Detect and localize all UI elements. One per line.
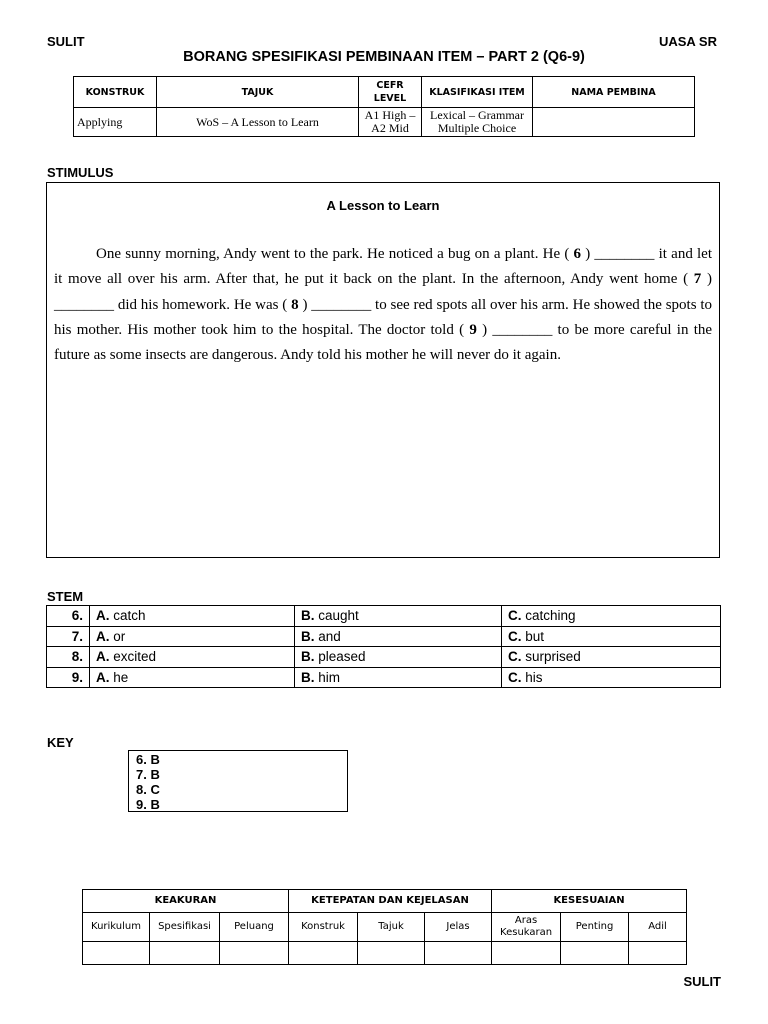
stem-row <box>47 626 721 647</box>
value-klasifikasi-item: Lexical – Grammar Multiple Choice <box>422 108 533 137</box>
option-letter: A. <box>96 608 110 624</box>
option-text: but <box>525 628 545 644</box>
column-jelas: Jelas <box>425 913 492 942</box>
header-cefr-level: CEFR LEVEL <box>359 77 422 108</box>
document-title: BORANG SPESIFIKASI PEMBINAAN ITEM – PART 2 (Q6-9) <box>183 49 585 65</box>
evaluation-empty-row <box>83 942 687 965</box>
option-text: catching <box>525 608 576 624</box>
stem-row <box>47 647 721 668</box>
stem-options-table <box>46 605 721 688</box>
option-text: and <box>318 628 341 644</box>
option-text: caught <box>318 608 359 624</box>
eval-cell[interactable] <box>629 942 687 965</box>
option-letter: C. <box>508 669 522 685</box>
option-c <box>502 606 721 627</box>
option-b <box>295 626 502 647</box>
header-left-label: SULIT <box>47 34 85 49</box>
option-letter: B. <box>301 649 315 665</box>
blank-number-9: 9 <box>469 321 477 338</box>
header-konstruk: KONSTRUK <box>74 77 157 108</box>
item-spec-header-row <box>74 77 695 108</box>
column-spesifikasi: Spesifikasi <box>150 913 220 942</box>
option-text: he <box>113 669 129 685</box>
answer-key-box <box>128 750 348 812</box>
evaluation-group-row <box>83 890 687 913</box>
option-text: his <box>525 669 543 685</box>
stem-row <box>47 606 721 627</box>
group-ketepatan-dan-kejelasan: KETEPATAN DAN KEJELASAN <box>289 890 492 913</box>
option-letter: A. <box>96 649 110 665</box>
option-text: him <box>318 669 341 685</box>
question-number: 7. <box>47 626 90 647</box>
blank-number-6: 6 <box>573 246 582 262</box>
eval-cell[interactable] <box>150 942 220 965</box>
option-letter: A. <box>96 628 110 644</box>
question-number: 6. <box>47 606 90 627</box>
option-letter: B. <box>301 669 315 685</box>
eval-cell[interactable] <box>561 942 629 965</box>
option-text: catch <box>113 608 146 624</box>
question-number: 8. <box>47 647 90 668</box>
option-c <box>502 647 721 668</box>
answer-key-line: 6. B <box>136 752 160 767</box>
option-a <box>90 606 295 627</box>
option-text: excited <box>113 649 157 665</box>
option-letter: C. <box>508 608 522 624</box>
key-section-label: KEY <box>47 735 74 750</box>
option-c <box>502 626 721 647</box>
group-keakuran: KEAKURAN <box>83 890 289 913</box>
column-kurikulum: Kurikulum <box>83 913 150 942</box>
question-number: 9. <box>47 667 90 688</box>
option-letter: A. <box>96 669 110 685</box>
eval-cell[interactable] <box>220 942 289 965</box>
stimulus-box <box>46 182 720 558</box>
option-letter: B. <box>301 608 315 624</box>
value-tajuk: WoS – A Lesson to Learn <box>157 108 359 137</box>
stimulus-passage <box>54 242 712 368</box>
option-text: surprised <box>525 649 581 665</box>
stem-row <box>47 667 721 688</box>
eval-cell[interactable] <box>425 942 492 965</box>
passage-segment: ) ________ did his homework. He was ( <box>54 271 713 313</box>
option-b <box>295 606 502 627</box>
option-a <box>90 647 295 668</box>
passage-segment: ) ________ it and let it move all over his arm. After that, he put it back on the plant. In the afternoon, Andy went home ( <box>54 246 713 288</box>
blank-number-8: 8 <box>291 296 299 313</box>
column-peluang: Peluang <box>220 913 289 942</box>
header-right-label: UASA SR <box>658 34 717 49</box>
evaluation-column-row <box>83 913 687 942</box>
option-letter: C. <box>508 649 522 665</box>
item-spec-value-row <box>74 108 695 137</box>
column-adil: Adil <box>629 913 687 942</box>
stem-section-label: STEM <box>47 589 84 604</box>
column-tajuk: Tajuk <box>358 913 425 942</box>
option-c <box>502 667 721 688</box>
column-aras-kesukaran: Aras Kesukaran <box>492 913 561 942</box>
value-nama-pembina <box>533 108 695 137</box>
group-kesesuaian: KESESUAIAN <box>492 890 687 913</box>
option-text: or <box>113 628 126 644</box>
stimulus-section-label: STIMULUS <box>47 165 114 180</box>
footer-label: SULIT <box>683 974 721 989</box>
option-a <box>90 667 295 688</box>
blank-number-7: 7 <box>693 271 702 288</box>
eval-cell[interactable] <box>358 942 425 965</box>
option-letter: B. <box>301 628 315 644</box>
column-penting: Penting <box>561 913 629 942</box>
header-nama-pembina: NAMA PEMBINA <box>533 77 695 108</box>
eval-cell[interactable] <box>289 942 358 965</box>
header-klasifikasi-item: KLASIFIKASI ITEM <box>422 77 533 108</box>
option-letter: C. <box>508 628 522 644</box>
eval-cell[interactable] <box>83 942 150 965</box>
value-cefr-level: A1 High – A2 Mid <box>359 108 422 137</box>
header-tajuk: TAJUK <box>157 77 359 108</box>
answer-key-line: 8. C <box>136 782 160 797</box>
answer-key-line: 7. B <box>136 767 160 782</box>
passage-segment: ) ________ to be more careful in the future as some insects are dangerous. Andy told his mother he will never do it again. <box>54 321 713 364</box>
stimulus-title: A Lesson to Learn <box>326 198 440 213</box>
option-b <box>295 647 502 668</box>
passage-segment: ) ________ to see red spots all over his arm. He showed the spots to his mother. His mother took him to the hospital. The doctor told ( <box>54 296 713 338</box>
option-b <box>295 667 502 688</box>
evaluation-table <box>82 889 687 965</box>
value-konstruk: Applying <box>74 108 157 137</box>
answer-key-line: 9. B <box>136 797 160 812</box>
option-text: pleased <box>318 649 366 665</box>
column-konstruk: Konstruk <box>289 913 358 942</box>
passage-segment: One sunny morning, Andy went to the park. He noticed a bug on a plant. He ( <box>96 246 570 262</box>
item-spec-table <box>73 76 695 137</box>
option-a <box>90 626 295 647</box>
eval-cell[interactable] <box>492 942 561 965</box>
